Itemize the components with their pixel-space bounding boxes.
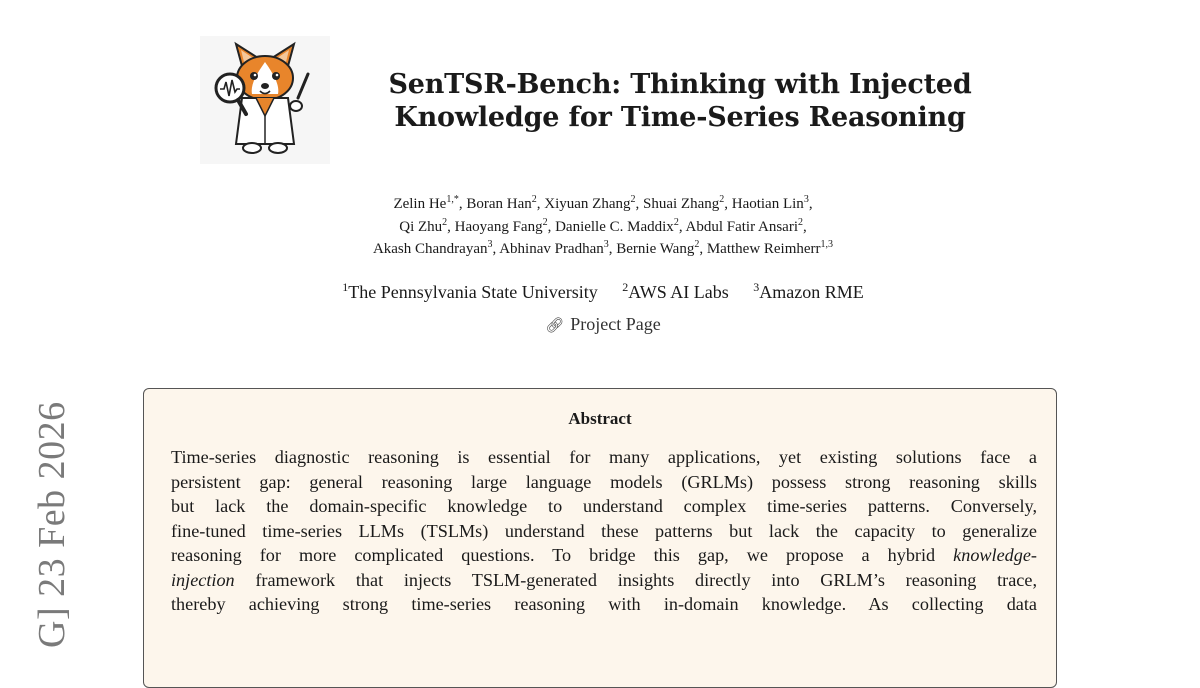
author-sup: 2 <box>542 216 548 228</box>
affiliation-sup: 1 <box>342 280 349 294</box>
abstract-line: fine-tuned time-series LLMs (TSLMs) understand these patterns but lack the capacity to generalize <box>171 520 1037 541</box>
abstract-box <box>143 388 1057 688</box>
author-sup: 3 <box>803 194 809 205</box>
arxiv-side-stamp: G] 23 Feb 2026 <box>31 401 73 648</box>
author-sup: 2 <box>673 216 679 228</box>
affiliation-name: The Pennsylvania State University <box>348 282 598 302</box>
author-name: Zelin He <box>393 196 447 212</box>
affiliation-sup: 3 <box>753 280 760 294</box>
author-sup: 2 <box>719 194 725 205</box>
author-sup: 1,* <box>446 194 459 205</box>
author-name: Boran Han <box>466 196 532 212</box>
author-line-1: Zelin $He^{1,*}$, Boran Han$^2$, Xiyuan Zhang$^2$, Shuai Zhang$^2$, Haotian Lin$^3$, <box>393 194 813 212</box>
author-name: Shuai Zhang <box>642 196 720 212</box>
author-name: Haoyang Fang <box>454 218 543 235</box>
author-sup: 2 <box>442 216 448 228</box>
corgi-mascot-icon <box>200 36 330 164</box>
author-name: Qi Zhu <box>399 218 443 235</box>
author-sup: 2 <box>531 194 537 205</box>
author-line-2: Qi Zhu$^2$, Haoyang Fang$^2$, Danielle C. Maddix$^2$, Abdul Fatir Ansari$^2$, <box>399 216 807 235</box>
author-name: Bernie Wang <box>616 241 695 257</box>
abstract-line: but lack the domain-specific knowledge to understand complex time-series patterns. Conversely, <box>171 496 1037 516</box>
abstract-heading: Abstract <box>568 409 632 428</box>
author-list <box>200 193 1006 261</box>
project-page-label[interactable]: Project Page <box>570 314 661 334</box>
affiliation-item <box>342 282 597 302</box>
affiliation-item <box>753 282 863 302</box>
affiliation-name: Amazon RME <box>759 282 864 302</box>
author-sup: 3 <box>603 239 609 250</box>
affiliation-list <box>200 280 1006 303</box>
abstract-line: reasoning for more complicated questions. To bridge this gap, we propose a hybrid knowledge- <box>171 545 1037 565</box>
link-icon: 🔗︎ <box>545 318 565 334</box>
author-line-3: Akash Chandrayan$^3$, Abhinav Pradhan$^3$, Bernie Wang$^2$, Matthew Reimherr$^{1,3}$ <box>372 239 834 257</box>
author-name: Matthew Reimherr <box>706 241 821 257</box>
author-name: Haotian Lin <box>731 196 804 212</box>
author-name: Abdul Fatir Ansari <box>685 218 798 235</box>
author-sup: 2 <box>630 194 636 205</box>
abstract-line: thereby achieving strong time-series reasoning with in-domain knowledge. As collecting data <box>171 594 1037 614</box>
abstract-line: Time-series diagnostic reasoning is essential for many applications, yet existing solutions face a <box>171 447 1037 467</box>
project-page-link[interactable] <box>200 314 1006 335</box>
author-sup: 2 <box>694 239 700 250</box>
author-name: Abhinav Pradhan <box>499 241 604 257</box>
author-sup: 2 <box>798 216 803 228</box>
author-name: Danielle C. Maddix <box>555 218 674 235</box>
paper-title <box>380 68 980 134</box>
author-sup: 3 <box>487 239 493 250</box>
abstract-body <box>171 445 1037 617</box>
abstract-line: persistent gap: general reasoning large language models (GRLMs) possess strong reasoning skills <box>171 471 1037 492</box>
title-line-1: SenTSR-Bench: Thinking with Injected <box>388 69 972 100</box>
abstract-line: injection framework that injects TSLM-generated insights directly into GRLM’s reasoning trace, <box>171 569 1037 590</box>
author-sup: 1,3 <box>820 239 834 250</box>
affiliation-item <box>622 282 729 302</box>
affiliation-sup: 2 <box>622 280 629 294</box>
title-line-2: Knowledge for Time-Series Reasoning <box>394 102 966 133</box>
affiliation-name: AWS AI Labs <box>628 282 729 302</box>
author-name: Xiyuan Zhang <box>544 196 631 212</box>
corgi-logo <box>200 36 330 164</box>
author-name: Akash Chandrayan <box>372 241 488 257</box>
